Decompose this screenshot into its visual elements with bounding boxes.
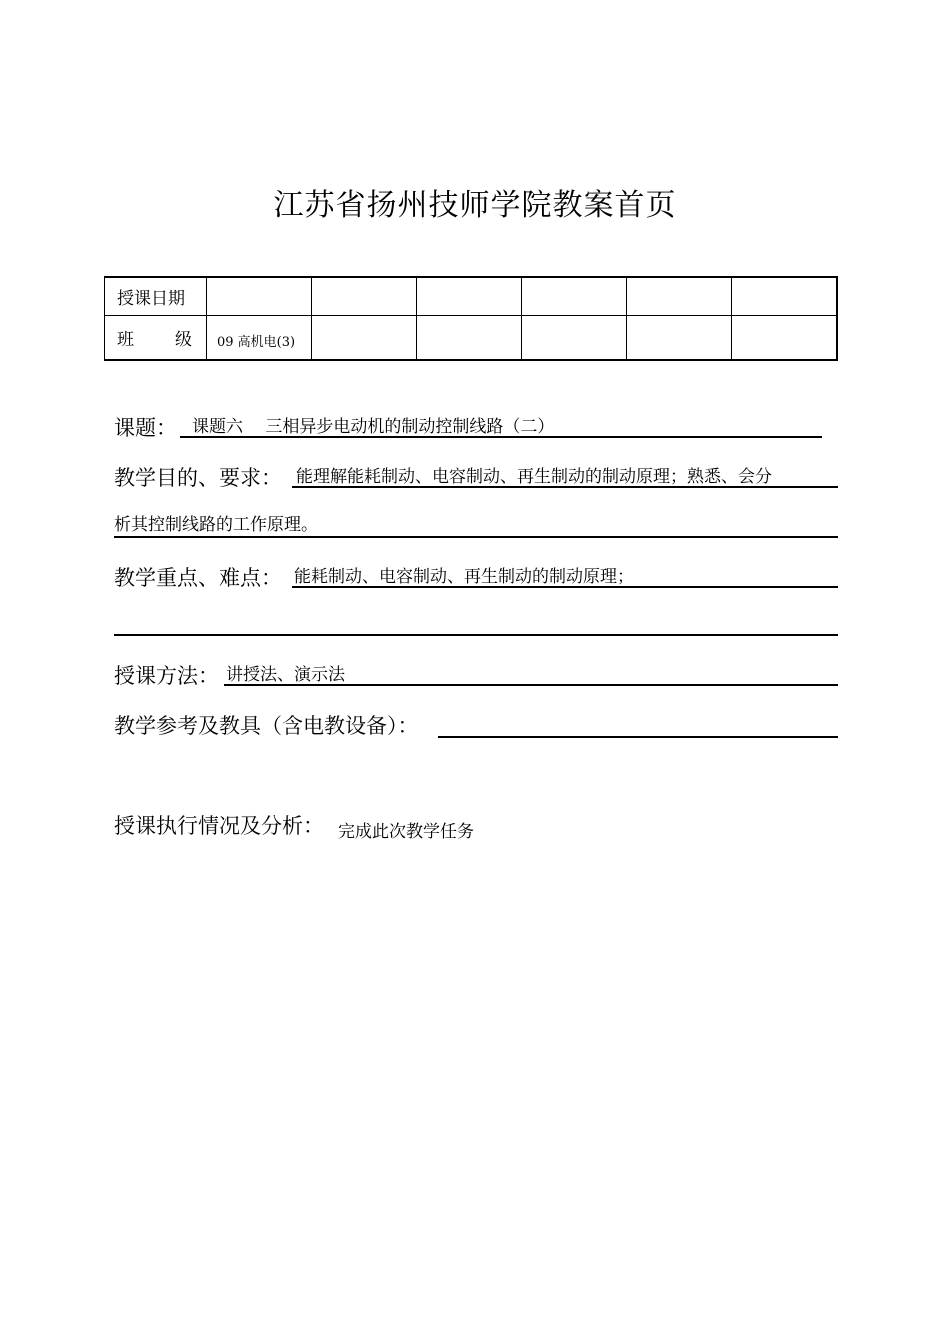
table-cell xyxy=(627,316,732,361)
table-row xyxy=(105,316,837,361)
table-cell xyxy=(207,277,312,316)
execution-label: 授课执行情况及分析： xyxy=(114,814,324,838)
table-cell xyxy=(522,277,627,316)
method-value: 讲授法、演示法 xyxy=(224,664,838,686)
objectives-label: 教学目的、要求： xyxy=(114,466,282,490)
table-cell xyxy=(312,277,417,316)
key-points-value: 能耗制动、电容制动、再生制动的制动原理； xyxy=(292,566,838,588)
date-label: 授课日期 xyxy=(105,277,207,316)
key-points-label: 教学重点、难点： xyxy=(114,566,282,590)
table-cell xyxy=(417,277,522,316)
class-label-part: 级 xyxy=(175,330,192,350)
table-cell xyxy=(732,277,837,316)
references-value xyxy=(438,714,838,738)
page-title: 江苏省扬州技师学院教案首页 xyxy=(273,188,677,223)
method-label: 授课方法： xyxy=(114,664,219,688)
topic-value: 课题六 三相异步电动机的制动控制线路（二） xyxy=(180,416,822,438)
blank-line xyxy=(114,634,838,636)
references-label: 教学参考及教具（含电教设备）： xyxy=(114,714,419,738)
objectives-value-line1: 能理解能耗制动、电容制动、再生制动的制动原理；熟悉、会分 xyxy=(292,466,838,488)
table-cell xyxy=(627,277,732,316)
table-cell xyxy=(312,316,417,361)
table-cell xyxy=(732,316,837,361)
table-cell xyxy=(522,316,627,361)
topic-label: 课题： xyxy=(114,416,177,440)
class-label-part: 班 xyxy=(117,330,134,350)
schedule-table xyxy=(104,276,838,361)
class-label xyxy=(105,316,207,361)
objectives-value-line2: 析其控制线路的工作原理。 xyxy=(114,514,838,538)
class-value: 09 高机电(3) xyxy=(207,316,312,361)
table-cell xyxy=(417,316,522,361)
table-row xyxy=(105,277,837,316)
execution-value: 完成此次教学任务 xyxy=(338,822,474,842)
